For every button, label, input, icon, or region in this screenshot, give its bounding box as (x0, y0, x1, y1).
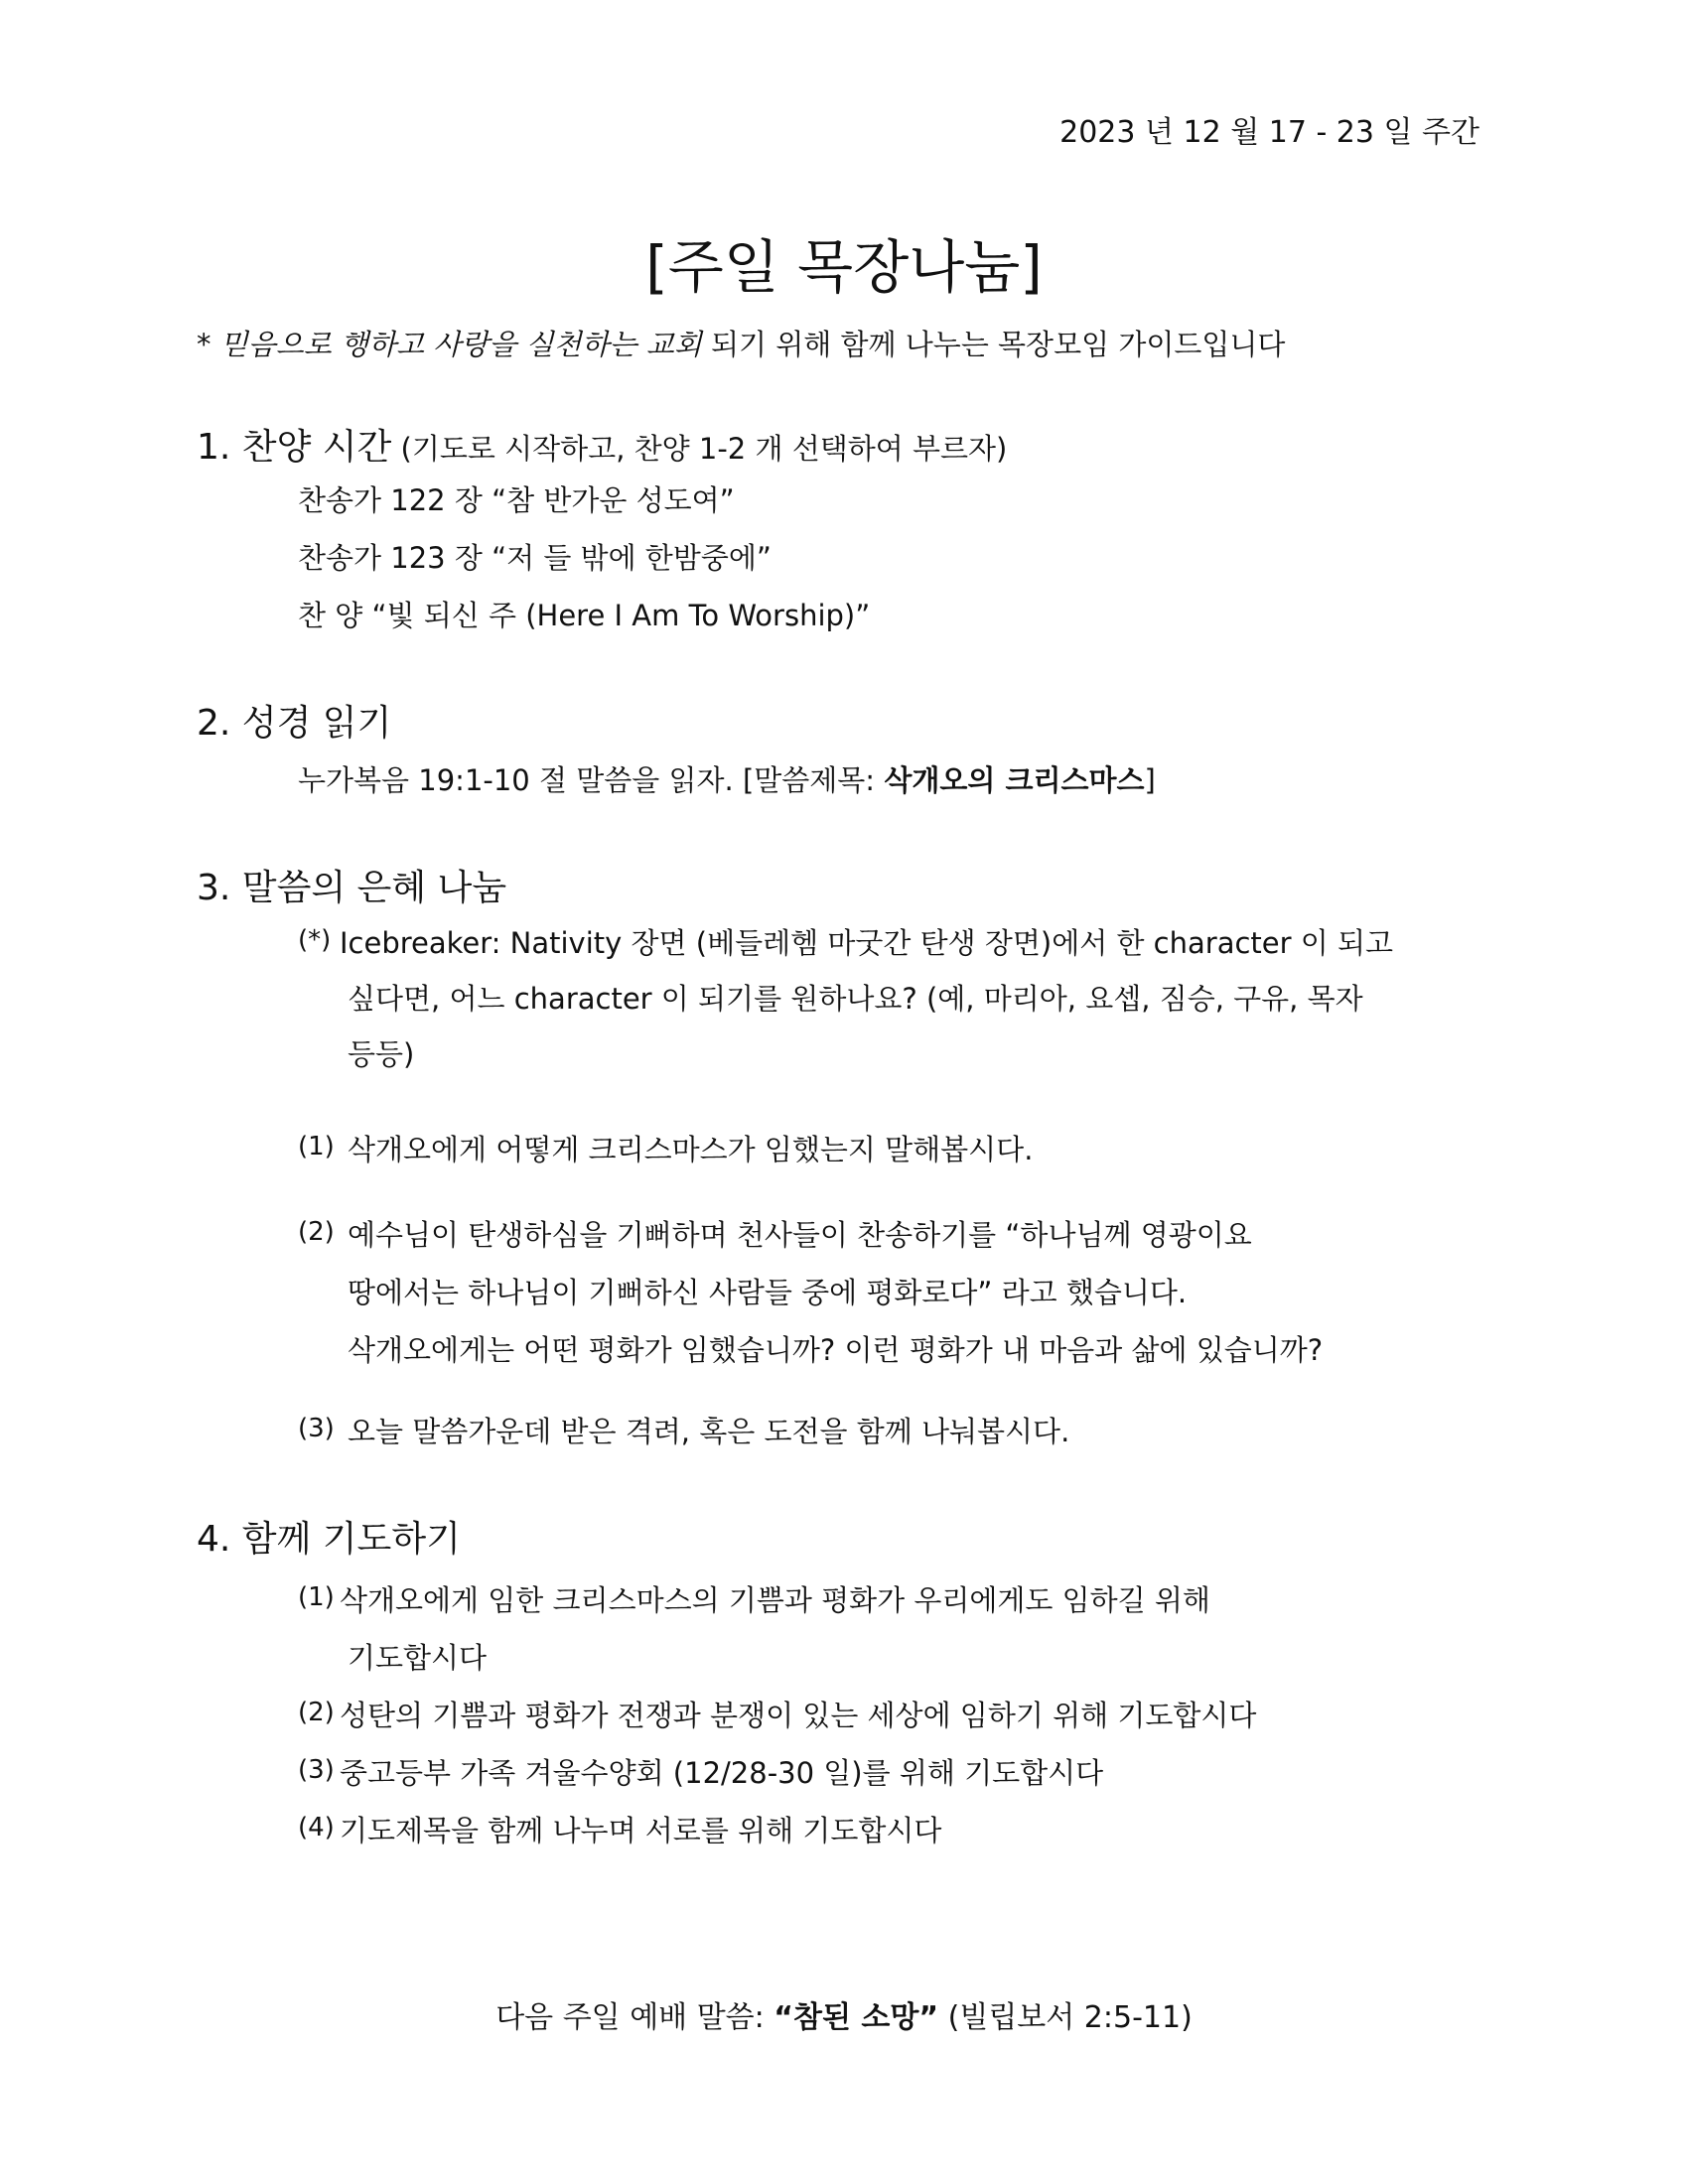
question-3-marker: (3) (298, 1414, 335, 1443)
question-1: 삭개오에게 어떻게 크리스마스가 임했는지 말해봅시다. (348, 1133, 1034, 1166)
section-1-heading (197, 419, 1007, 470)
prayer-2-marker: (2) (298, 1698, 335, 1727)
reading-end: ] (1144, 763, 1156, 797)
sermon-title: 삭개오의 크리스마스 (884, 763, 1145, 797)
icebreaker-line: 등등) (348, 1037, 415, 1071)
prayer-3-marker: (3) (298, 1755, 335, 1785)
question-1-marker: (1) (298, 1132, 335, 1161)
scripture-reading (298, 758, 1156, 799)
page-title: [주일 목장나눔] (645, 233, 1043, 301)
question-2-line: 예수님이 탄생하심을 기뻐하며 천사들이 찬송하기를 “하나님께 영광이요 (348, 1218, 1252, 1252)
section-1-title: 1. 찬양 시간 (197, 427, 392, 468)
question-2-line: 땅에서는 하나님이 기뻐하신 사람들 중에 평화로다” 라고 했습니다. (348, 1276, 1188, 1309)
subtitle-italic: 믿음으로 행하고 사랑을 실천하는 교회 (219, 328, 702, 361)
prayer-2: 성탄의 기쁨과 평화가 전쟁과 분쟁이 있는 세상에 임하기 위해 기도합시다 (340, 1699, 1257, 1732)
subtitle-rest: 되기 위해 함께 나누는 목장모임 가이드입니다 (701, 328, 1286, 361)
section-4-heading: 4. 함께 기도하기 (197, 1519, 461, 1560)
section-3-heading: 3. 말씀의 은혜 나눔 (197, 868, 507, 908)
section-1-note: (기도로 시작하고, 찬양 1-2 개 선택하여 부르자) (391, 432, 1008, 466)
icebreaker-marker: (*) (298, 925, 332, 955)
icebreaker-line: Icebreaker: Nativity 장면 (베들레헴 마굿간 탄생 장면)에서 한 character 이 되고 (340, 926, 1394, 960)
prayer-3: 중고등부 가족 겨울수양회 (12/28-30 일)를 위해 기도합시다 (340, 1756, 1104, 1790)
section-2-heading: 2. 성경 읽기 (197, 703, 392, 744)
next-week-sermon (0, 1992, 1688, 2036)
week-range: 2023 년 12 월 17 - 23 일 주간 (1059, 115, 1479, 150)
prayer-4-marker: (4) (298, 1813, 335, 1843)
icebreaker-line: 싶다면, 어느 character 이 되기를 원하나요? (예, 마리아, 요셉, 짐승, 구유, 목자 (348, 982, 1363, 1016)
prayer-1-marker: (1) (298, 1582, 335, 1612)
subtitle (197, 323, 1285, 363)
prayer-4: 기도제목을 함께 나누며 서로를 위해 기도합시다 (340, 1814, 942, 1847)
question-2-line: 삭개오에게는 어떤 평화가 임했습니까? 이런 평화가 내 마음과 삶에 있습니까? (348, 1333, 1324, 1367)
song-item: 찬 양 “빛 되신 주 (Here I Am To Worship)” (298, 599, 871, 632)
prayer-1-line: 기도합시다 (348, 1641, 488, 1675)
footer-sermon-title: “참된 소망” (774, 2000, 939, 2035)
song-item: 찬송가 123 장 “저 들 밖에 한밤중에” (298, 541, 772, 575)
footer-label: 다음 주일 예배 말씀: (495, 2000, 774, 2035)
subtitle-star: * (197, 328, 220, 361)
prayer-1-line: 삭개오에게 임한 크리스마스의 기쁨과 평화가 우리에게도 임하길 위해 (340, 1583, 1210, 1617)
song-item: 찬송가 122 장 “참 반가운 성도여” (298, 483, 735, 517)
question-3: 오늘 말씀가운데 받은 격려, 혹은 도전을 함께 나눠봅시다. (348, 1415, 1070, 1448)
footer-reference: (빌립보서 2:5-11) (938, 2000, 1193, 2035)
reading-text: 누가복음 19:1-10 절 말씀을 읽자. [말씀제목: (298, 763, 885, 797)
question-2-marker: (2) (298, 1217, 335, 1247)
